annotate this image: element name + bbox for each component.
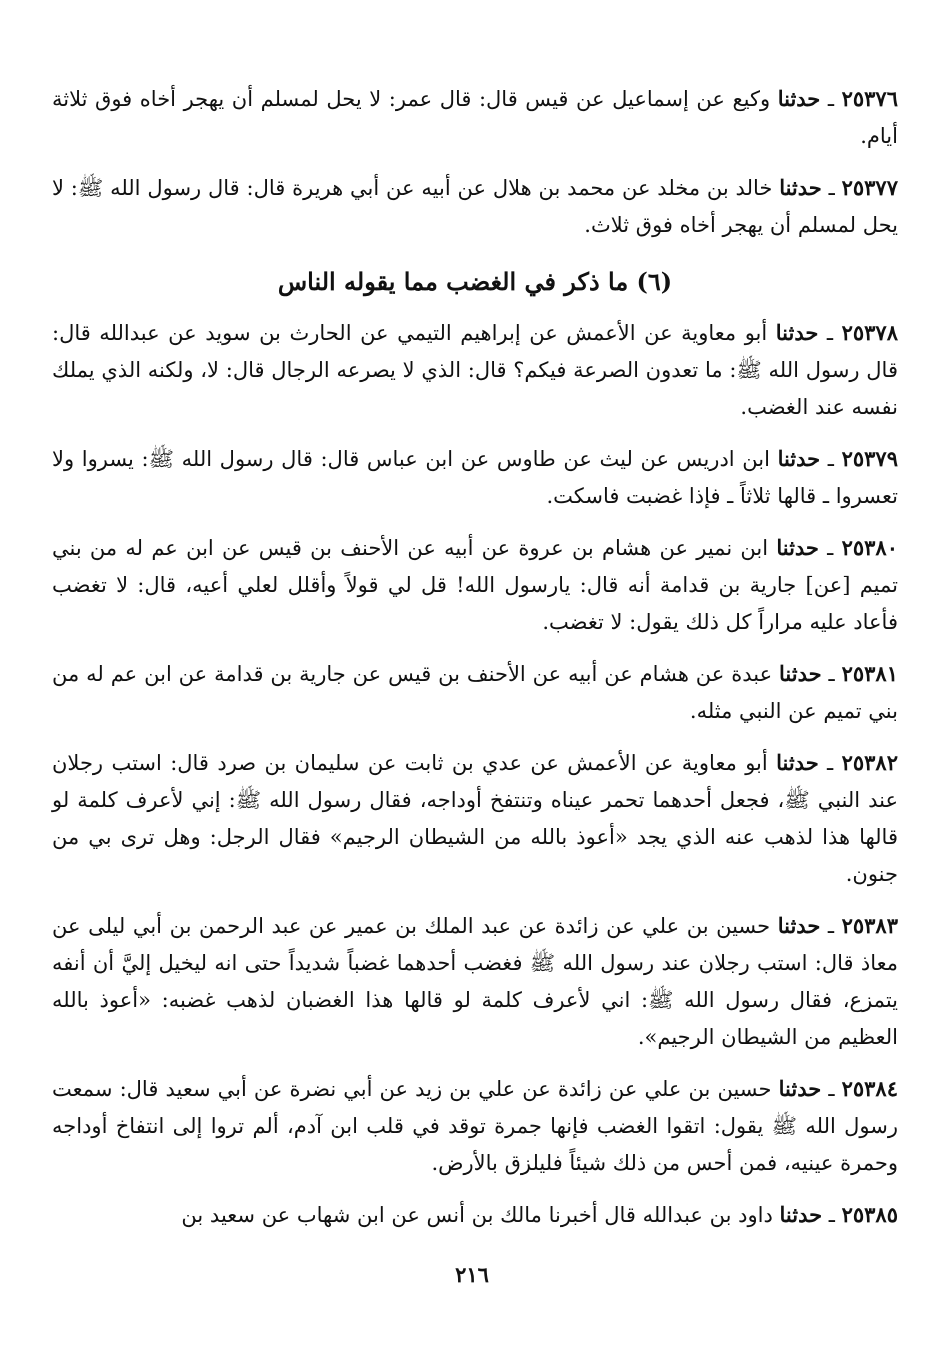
separator: ـ	[818, 321, 842, 345]
separator: ـ	[818, 536, 842, 560]
separator: ـ	[820, 914, 842, 938]
hadith-25376	[52, 80, 898, 155]
hadith-number: ٢٥٣٨٢	[841, 750, 898, 775]
hadith-text: خالد بن مخلد عن محمد بن هلال عن أبيه عن أبي هريرة قال: قال رسول الله ﷺ: لا يحل لمسلم أن يهجر أخاه فوق ثلاث.	[52, 176, 898, 237]
hadith-text: داود بن عبدالله قال أخبرنا مالك بن أنس عن ابن شهاب عن سعيد بن	[181, 1203, 780, 1227]
page-number: ٢١٦	[455, 1262, 489, 1287]
narration-lead: حدثنا	[775, 320, 819, 345]
hadith-text: ابن ادريس عن ليث عن طاوس عن ابن عباس قال: قال رسول الله ﷺ: يسروا ولا تعسروا ـ قالها ثلاثاً ـ فإذا غضبت فاسكت.	[52, 447, 898, 508]
separator: ـ	[820, 447, 842, 471]
narration-lead: حدثنا	[777, 446, 821, 471]
hadith-number: ٢٥٣٨١	[841, 661, 898, 686]
hadith-text: ابن نمير عن هشام بن عروة عن أبيه عن الأحنف بن قيس عن ابن عم له من بني تميم [عن] جارية بن قدامة أنه قال: يارسول الله! قل لي قولاً وأقلل لعلي أعيه، قال: لا تغضب فأعاد عليه مراراً كل ذلك يقول: لا تغضب.	[52, 536, 898, 634]
narration-lead: حدثنا	[776, 750, 819, 775]
narration-lead: حدثنا	[776, 535, 819, 560]
hadith-number: ٢٥٣٨٥	[841, 1202, 898, 1227]
hadith-number: ٢٥٣٧٨	[841, 320, 898, 345]
hadith-text: حسين بن علي عن زائدة عن عبد الملك بن عمير عن عبد الرحمن بن أبي ليلى عن معاذ قال: استب رجلان عند رسول الله ﷺ فغضب أحدهما غضباً شديداً حتى انه ليخيل إليَّ أن أنفه يتمزع، فقال رسول الله ﷺ: اني لأعرف كلمة لو قالها هذا الغضبان لذهب غضبه: «أعوذ بالله العظيم من الشيطان الرجيم».	[52, 914, 899, 1049]
narration-lead: حدثنا	[778, 1076, 822, 1101]
separator: ـ	[821, 1077, 842, 1101]
hadith-number: ٢٥٣٧٦	[841, 86, 898, 111]
hadith-25382	[52, 744, 898, 893]
narration-lead: حدثنا	[779, 1202, 823, 1227]
separator: ـ	[818, 751, 842, 775]
hadith-text: أبو معاوية عن الأعمش عن إبراهيم التيمي عن الحارث بن سويد عن عبدالله قال: قال رسول الله ﷺ: ما تعدون الصرعة فيكم؟ قال: الذي لا يصرعه الرجال قال: لا، ولكنه الذي يملك نفسه عند الغضب.	[52, 321, 898, 419]
hadith-number: ٢٥٣٧٧	[841, 175, 898, 200]
hadith-25377	[52, 169, 898, 244]
separator: ـ	[822, 1203, 842, 1227]
hadith-25380	[52, 529, 898, 641]
hadith-number: ٢٥٣٨٠	[841, 535, 898, 560]
hadith-25384	[52, 1070, 898, 1182]
hadith-number: ٢٥٣٨٤	[841, 1076, 898, 1101]
hadith-25383	[52, 907, 898, 1056]
hadith-text: وكيع عن إسماعيل عن قيس قال: قال عمر: لا يحل لمسلم أن يهجر أخاه فوق ثلاثة أيام.	[52, 87, 898, 148]
hadith-text: حسين بن علي عن زائدة عن علي بن زيد عن أبي نضرة عن أبي سعيد قال: سمعت رسول الله ﷺ يقول: اتقوا الغضب فإنها جمرة توقد في قلب ابن آدم، ألم تروا إلى انتفاخ أوداجه وحمرة عينيه، فمن أحس من ذلك شيئاً فليلزق بالأرض.	[52, 1077, 898, 1175]
hadith-number: ٢٥٣٨٣	[841, 913, 898, 938]
section-heading: (٦) ما ذكر في الغضب مما يقوله الناس	[277, 267, 673, 296]
separator: ـ	[821, 176, 842, 200]
hadith-25381	[52, 655, 898, 730]
hadith-number: ٢٥٣٧٩	[841, 446, 898, 471]
separator: ـ	[821, 662, 842, 686]
hadith-text: عبدة عن هشام عن أبيه عن الأحنف بن قيس عن جارية بن قدامة عن ابن عم له من بني تميم عن النبي مثله.	[52, 662, 898, 723]
hadith-25385	[52, 1196, 898, 1234]
narration-lead: حدثنا	[779, 661, 822, 686]
narration-lead: حدثنا	[777, 86, 821, 111]
hadith-text: أبو معاوية عن الأعمش عن عدي بن ثابت عن سليمان بن صرد قال: استب رجلان عند النبي ﷺ، فجعل أحدهما تحمر عيناه وتنتفخ أوداجه، فقال رسول الله ﷺ: إني لأعرف كلمة لو قالها هذا لذهب عنه الذي يجد «أعوذ بالله من الشيطان الرجيم» فقال الرجل: وهل ترى بي من جنون.	[52, 751, 898, 886]
hadith-25379	[52, 440, 898, 515]
narration-lead: حدثنا	[779, 175, 822, 200]
narration-lead: حدثنا	[777, 913, 821, 938]
hadith-25378	[52, 314, 898, 426]
separator: ـ	[820, 87, 842, 111]
